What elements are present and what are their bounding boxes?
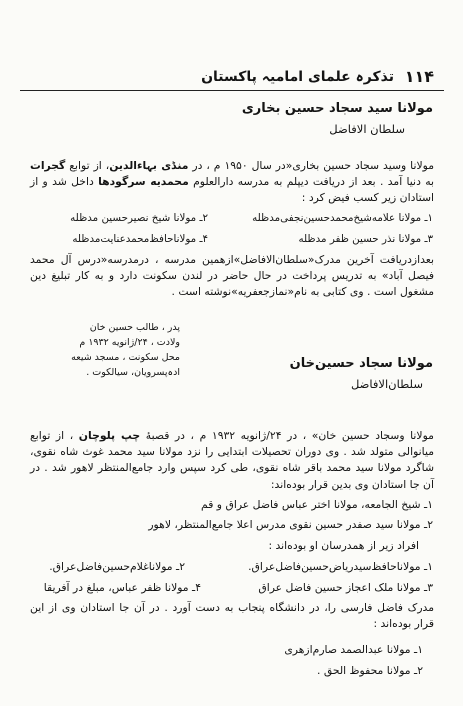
entry2-name: مولانا سجاد حسین‌خان [289, 356, 433, 371]
entry2-peer-4: ۴ـ مولانا ظفر عباس، مبلغ در آفریقا [43, 581, 201, 594]
info-residence: محل سکونت ، مسجد شیعه [71, 352, 180, 363]
entry2-peer-1: ۱ـ مولاناحافظ‌سیدریاض‌حسین‌فاضل‌عراق. [248, 560, 433, 573]
entry2-title: سلطان‌الافاضل [350, 377, 423, 391]
header-rule [20, 90, 444, 91]
entry2-bio-run-0: مولانا وسجاد حسین خان» ، در ۲۴/ژانویه ۱۹۳۲ م ، در قصبهٔ [140, 429, 434, 442]
entry1-name: مولانا سید سجاد حسین بخاری [241, 101, 433, 116]
entry2-teacher-2: ۲ـ مولانا سید صفدر حسین نقوی مدرس اعلا جامع‌المنتظر، لاهور [148, 518, 433, 531]
entry1-birth-run-5: محمدیه سرگودها [98, 175, 189, 189]
entry1-birth-run-0: مولانا وسید سجاد حسین بخاری«در سال ۱۹۵۰ م ، در [188, 159, 434, 172]
entry2-peer-3: ۳ـ مولانا ملک اعجاز حسین فاضل عراق [258, 581, 433, 594]
info-residence-city: ادہ‌پسرویان، سیالکوت . [86, 367, 180, 378]
entry1-birth-run-6: داخل شد و از استادان زیر کسب فیض کرد : [30, 175, 434, 205]
entry2-paragraph-biography [30, 428, 434, 493]
entry1-birth-run-3: گجرات [30, 159, 66, 172]
info-birth: ولادت ، ۲۴/ژانویه ۱۹۳۲ م [79, 337, 180, 348]
page-number: ۱۱۴ [404, 67, 434, 86]
page-header [22, 66, 442, 90]
entry1-paragraph-birth [30, 158, 434, 207]
entry2-peer-2: ۲ـ مولاناغلام‌حسین‌فاضل‌عراق. [49, 560, 185, 573]
entry2-professor-2: ۲ـ مولانا محفوظ الحق . [317, 664, 423, 677]
entry1-teacher-1: ۱ـ مولانا علامه‌شیخ‌محمدحسین‌نجفی‌مدظله [252, 212, 433, 224]
entry1-teacher-2: ۲ـ مولانا شیخ نصیرحسین مدظله [70, 212, 208, 224]
book-title: تذکرہ علمای امامیہ پاکستان [201, 69, 394, 85]
entry2-bio-run-1: چپ‌ پلوچان [78, 429, 141, 442]
entry1-title: سلطان الافاضل [329, 122, 405, 136]
entry2-teacher-1: ۱ـ شیخ الجامعه، مولانا اختر عباس فاضل عراق و قم [201, 498, 433, 511]
entry1-birth-run-4: به دنیا آمد . بعد از دریافت دیپلم به مدرسه دارالعلوم [188, 175, 434, 189]
entry1-birth-run-1: منڈی بہاءالدین [109, 159, 189, 172]
entry1-birth-run-2: ، از توابع [65, 159, 110, 172]
entry2-bio-run-2: ، از توابع میانوالی متولد شد . وی دوران تحصیلات ابتدایی را نزد مولانا سید محمد غوث شاه نقوی، شاگرد مولانا سید محمد باقر شاه نقوی، طی کرد سپس وارد جامع‌المنتظر لاهور شد . در آن جا استادان وی بدین قرار بوده‌اند: [30, 429, 434, 491]
entry1-paragraph-career: بعدازدریافت آخرین مدرک«سلطان‌الافاضل»ازهمین مدرسه ، درمدرسه«درس آل محمد فیصل آباد» به تدریس پرداخت در حال حاضر در لندن سکونت دارد و به کار تبلیغ دین مشغول است . وی کتابی به نام«نمازجعفریه»نوشته است . [30, 253, 434, 299]
entry1-teacher-3: ۳ـ مولانا نذر حسین ظفر مدظله [298, 233, 433, 245]
info-father: پدر ، طالب حسین خان [89, 322, 180, 333]
entry2-professor-1: ۱ـ مولانا عبدالصمد صارم‌ازهری [284, 643, 423, 656]
entry2-info-box [30, 320, 180, 380]
entry2-peers-intro: افراد زیر از همدرسان او بوده‌اند : [268, 539, 419, 552]
entry2-paragraph-degree: مدرک فاضل فارسی را، در دانشگاه پنجاب به دست آورد . در آن جا استادان وی از این قرار بوده‌اند : [30, 601, 434, 631]
entry1-teacher-4: ۴ـ مولاناحافظ‌محمدعنایت‌مدظله [72, 233, 208, 245]
